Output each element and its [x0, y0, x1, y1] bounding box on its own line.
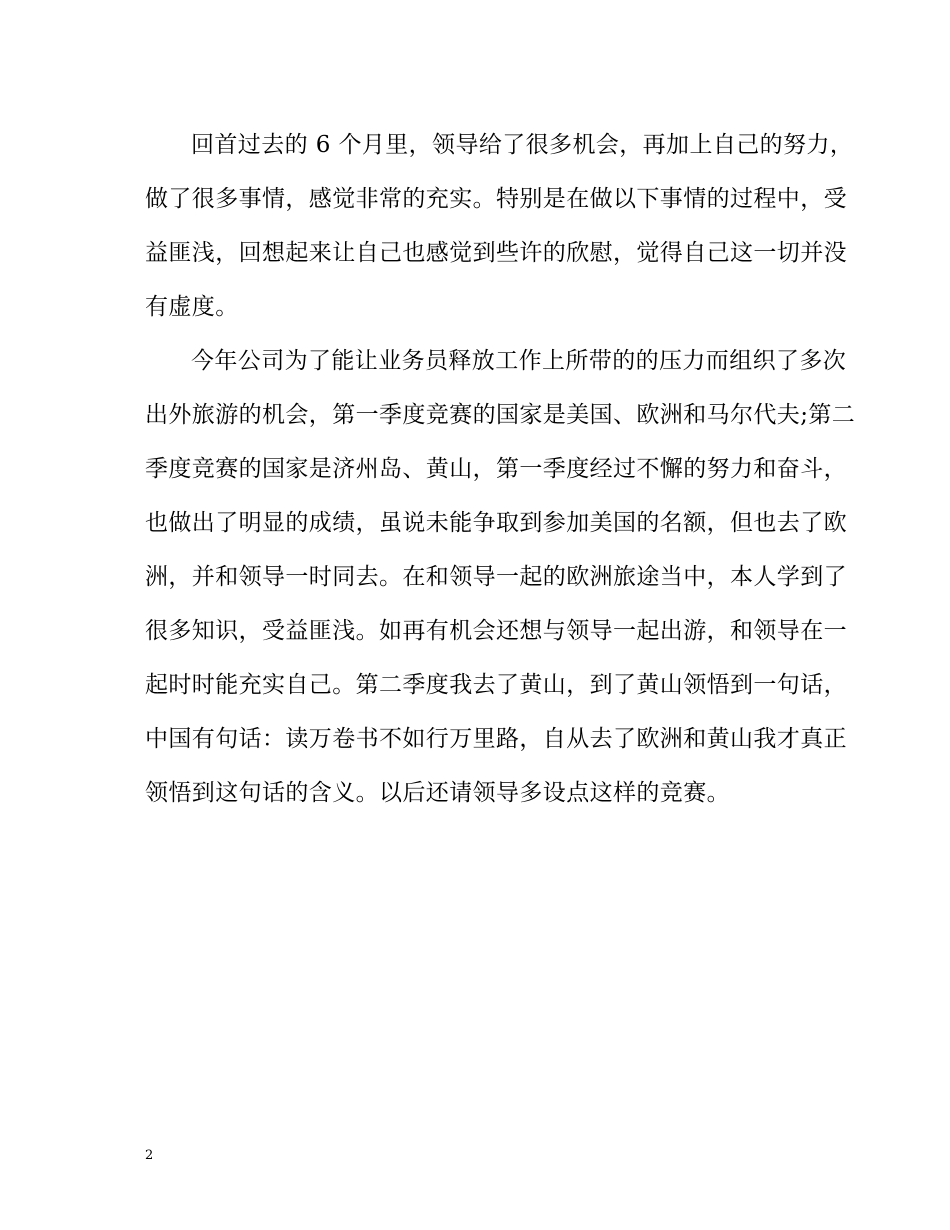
paragraph-1	[145, 118, 854, 334]
document-body	[145, 118, 856, 820]
text-line: 领悟到这句话的含义。以后还请领导多设点这样的竞赛。	[145, 780, 730, 806]
text-line: 中国有句话：读万卷书不如行万里路，自从去了欧洲和黄山我才真正	[145, 726, 847, 752]
text-line: 起时时能充实自己。第二季度我去了黄山，到了黄山领悟到一句话，	[145, 672, 847, 698]
text-line: 有虚度。	[145, 294, 239, 320]
paragraph-2	[145, 334, 856, 820]
text-line: 洲，并和领导一时同去。在和领导一起的欧洲旅途当中，本人学到了	[145, 564, 847, 590]
text-line: 季度竞赛的国家是济州岛、黄山，第一季度经过不懈的努力和奋斗，	[145, 456, 847, 482]
text-line: 做了很多事情，感觉非常的充实。特别是在做以下事情的过程中，受	[145, 186, 847, 212]
text-line: 益匪浅，回想起来让自己也感觉到些许的欣慰，觉得自己这一切并没	[145, 240, 847, 266]
text-line: 很多知识，受益匪浅。如再有机会还想与领导一起出游，和领导在一	[145, 618, 847, 644]
text-line: 回首过去的 6 个月里，领导给了很多机会，再加上自己的努力，	[191, 132, 854, 158]
page-number: 2	[145, 1148, 154, 1163]
text-line: 出外旅游的机会，第一季度竞赛的国家是美国、欧洲和马尔代夫;第二	[145, 402, 856, 428]
text-line: 也做出了明显的成绩，虽说未能争取到参加美国的名额，但也去了欧	[145, 510, 847, 536]
text-line: 今年公司为了能让业务员释放工作上所带的的压力而组织了多次	[191, 348, 847, 374]
